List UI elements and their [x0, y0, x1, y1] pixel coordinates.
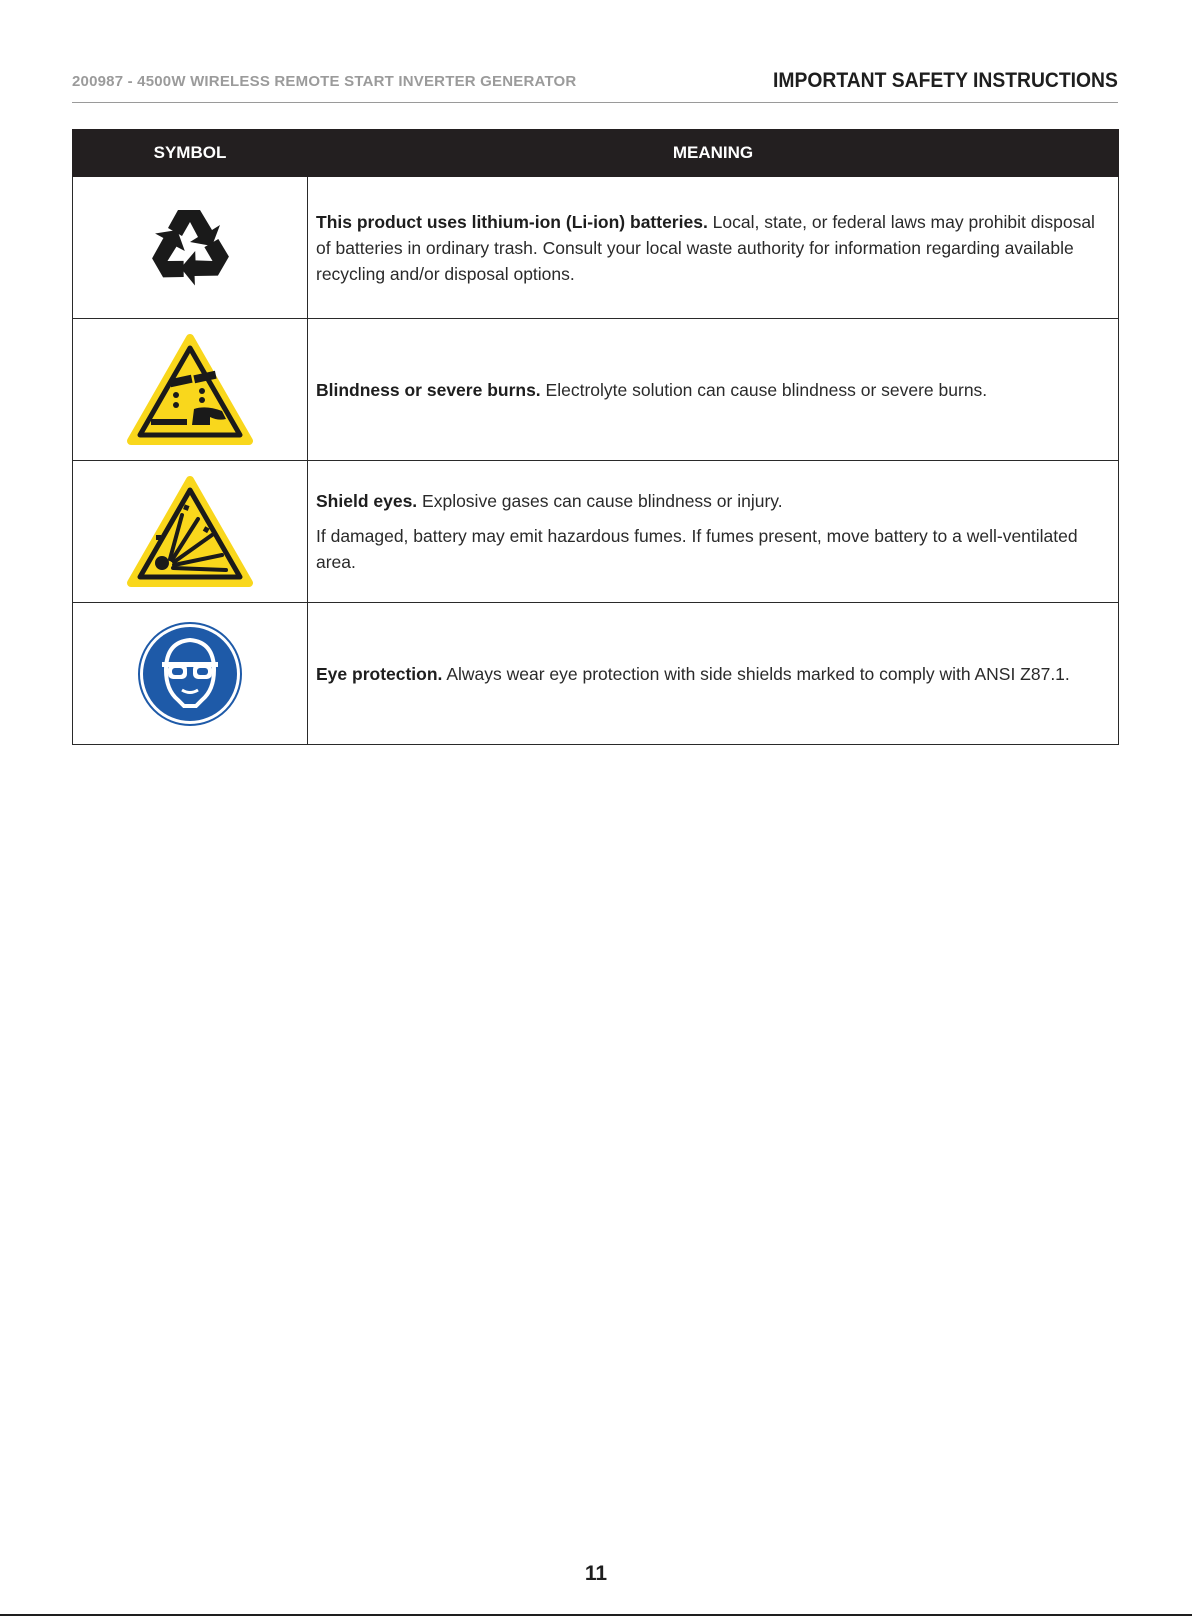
table-header-row: [73, 130, 1119, 177]
symbol-cell: [73, 177, 308, 319]
meaning-cell: [308, 603, 1119, 745]
table-row: [73, 319, 1119, 461]
bottom-rule: [0, 1614, 1192, 1616]
table-row: [73, 177, 1119, 319]
meaning-cell: [308, 177, 1119, 319]
meaning-text-secondary: If damaged, battery may emit hazardous fumes. If fumes present, move battery to a well-ventilated area.: [316, 526, 1078, 572]
meaning-lead: Eye protection.: [316, 663, 443, 684]
page-header: [72, 68, 1118, 103]
meaning-lead: Shield eyes.: [316, 491, 418, 511]
symbol-cell: [73, 461, 308, 603]
meaning-text: Electrolyte solution can cause blindness or severe burns.: [540, 379, 988, 400]
document-title: 200987 - 4500W WIRELESS REMOTE START INVERTER GENERATOR: [72, 73, 577, 90]
recycle-icon: [140, 198, 240, 298]
safety-symbols-table: [72, 129, 1119, 745]
symbol-cell: [73, 603, 308, 745]
symbol-cell: [73, 319, 308, 461]
meaning-lead: Blindness or severe burns.: [316, 379, 541, 400]
meaning-cell: [308, 461, 1119, 603]
page-number: 11: [584, 1562, 608, 1585]
meaning-lead: This product uses lithium-ion (Li-ion) batteries.: [316, 211, 708, 232]
meaning-cell: [308, 319, 1119, 461]
column-header-symbol: SYMBOL: [73, 130, 308, 177]
meaning-text: Local, state, or federal laws may prohibit disposal of batteries in ordinary trash. Consult your local waste authority for information regarding available recycling and/or disposal options.: [316, 211, 1095, 284]
meaning-text: Explosive gases can cause blindness or injury.: [417, 491, 783, 511]
table-row: [73, 461, 1119, 603]
table-row: [73, 603, 1119, 745]
eye-protection-icon: [136, 620, 244, 728]
section-title: IMPORTANT SAFETY INSTRUCTIONS: [773, 69, 1118, 92]
corrosive-warning-icon: [126, 333, 254, 447]
column-header-meaning: MEANING: [308, 130, 1119, 177]
explosive-warning-icon: [126, 475, 254, 589]
meaning-text: Always wear eye protection with side shields marked to comply with ANSI Z87.1.: [442, 663, 1070, 684]
